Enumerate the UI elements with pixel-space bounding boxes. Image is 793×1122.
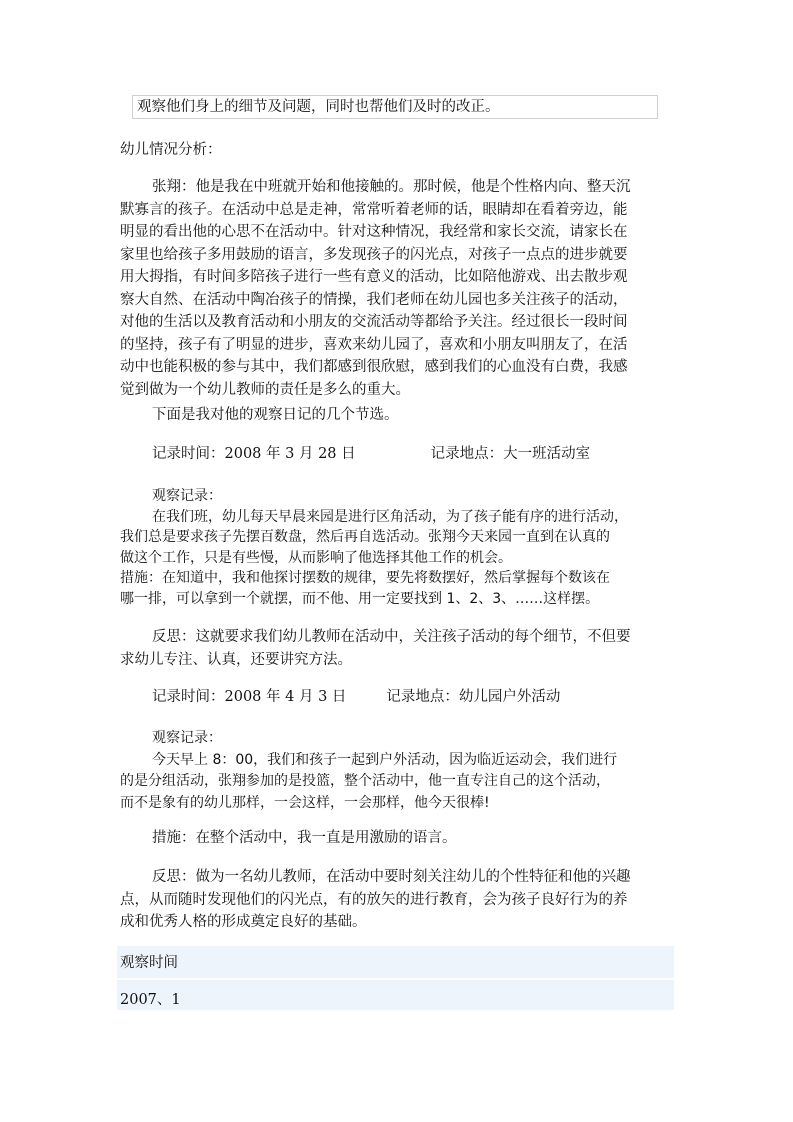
observation-label: 观察记录： <box>152 730 222 746</box>
record2-time: 记录时间：2008 年 4 月 3 日 <box>152 689 347 705</box>
record1-place: 记录地点：大一班活动室 <box>430 446 591 462</box>
observation-date-value: 2007、1 <box>120 992 181 1008</box>
record1-observation <box>120 486 676 609</box>
highlighted-text-box: 观察他们身上的细节及问题，同时也帮他们及时的改正。 <box>132 95 658 119</box>
intro-line: 对他的生活以及教育活动和小朋友的交流活动等都给予关注。经过很长一段时间 <box>120 314 628 330</box>
intro-line: 觉到做为一个幼儿教师的责任是多么的重大。 <box>120 381 410 398</box>
observation-line: 而不是象有的幼儿那样，一会这样，一会那样，他今天很棒! <box>120 794 490 811</box>
observation-time-row <box>117 946 674 978</box>
section-heading: 幼儿情况分析： <box>120 142 222 158</box>
intro-line: 家里也给孩子多用鼓励的语言，多发现孩子的闪光点，对孩子一点点的进步就要 <box>120 246 628 263</box>
record1-reflection <box>120 626 676 671</box>
intro-line: 默寡言的孩子。在活动中总是走神，常常听着老师的话，眼睛却在看着旁边，能 <box>120 201 628 218</box>
intro-line: 明显的看出他的心思不在活动中。针对这种情况，我经常和家长交流，请家长在 <box>120 224 628 240</box>
reflection-line: 反思：这就要求我们幼儿教师在活动中，关注孩子活动的每个细节，不但要 <box>152 629 631 645</box>
record2-measure: 措施：在整个活动中，我一直是用激励的语言。 <box>152 830 457 846</box>
intro-line: 动中也能积极的参与其中，我们都感到很欣慰，感到我们的心血没有白费，我感 <box>120 359 628 375</box>
intro-line: 张翔：他是我在中班就开始和他接触的。那时候，他是个性格内向、整天沉 <box>152 179 631 195</box>
observation-date-row <box>117 980 674 1010</box>
observation-label: 观察记录： <box>152 488 222 504</box>
intro-paragraph <box>120 176 676 401</box>
record2-header <box>120 687 712 707</box>
observation-line: 做这个工作，只是有些慢，从而影响了他选择其他工作的机会。 <box>120 549 512 566</box>
record2-reflection <box>120 866 676 934</box>
reflection-line: 成和优秀人格的形成奠定良好的基础。 <box>120 914 367 930</box>
reflection-line: 求幼儿专注、认真，还要讲究方法。 <box>120 651 352 668</box>
observation-line: 今天早上 8：00，我们和孩子一起到户外活动，因为临近运动会，我们进行 <box>152 751 618 768</box>
record2-observation <box>120 728 676 814</box>
reflection-line: 反思：做为一名幼儿教师，在活动中要时刻关注幼儿的个性特征和他的兴趣 <box>152 869 631 885</box>
measure-line: 哪一排，可以拿到一个就摆，而不他、用一定要找到 1、2、3、……这样摆。 <box>120 590 600 607</box>
record1-time: 记录时间：2008 年 3 月 28 日 <box>152 446 356 462</box>
observation-line: 的是分组活动，张翔参加的是投篮，整个活动中，他一直专注自己的这个活动， <box>120 773 610 789</box>
intro-line: 察大自然、在活动中陶冶孩子的情操，我们老师在幼儿园也多关注孩子的活动， <box>120 291 628 308</box>
observation-line: 在我们班，幼儿每天早晨来园是进行区角活动，为了孩子能有序的进行活动， <box>152 508 628 525</box>
reflection-line: 点，从而随时发现他们的闪光点，有的放矢的进行教育，会为孩子良好行为的养 <box>120 891 628 908</box>
observation-line: 我们总是要求孩子先摆百数盘，然后再自选活动。张翔今天来园一直到在认真的 <box>120 529 610 545</box>
selection-intro: 下面是我对他的观察日记的几个节选。 <box>152 407 399 423</box>
intro-line: 用大拇指，有时间多陪孩子进行一些有意义的活动，比如陪他游戏、出去散步观 <box>120 269 628 285</box>
measure-line: 措施：在知道中，我和他探讨摆数的规律，要先将数摆好，然后掌握每个数该在 <box>120 570 610 586</box>
observation-time-label: 观察时间 <box>120 955 178 971</box>
record1-header <box>120 444 712 464</box>
intro-line: 的坚持，孩子有了明显的进步，喜欢来幼儿园了，喜欢和小朋友叫朋友了，在活 <box>120 336 628 353</box>
record2-place: 记录地点：幼儿园户外活动 <box>386 689 561 705</box>
